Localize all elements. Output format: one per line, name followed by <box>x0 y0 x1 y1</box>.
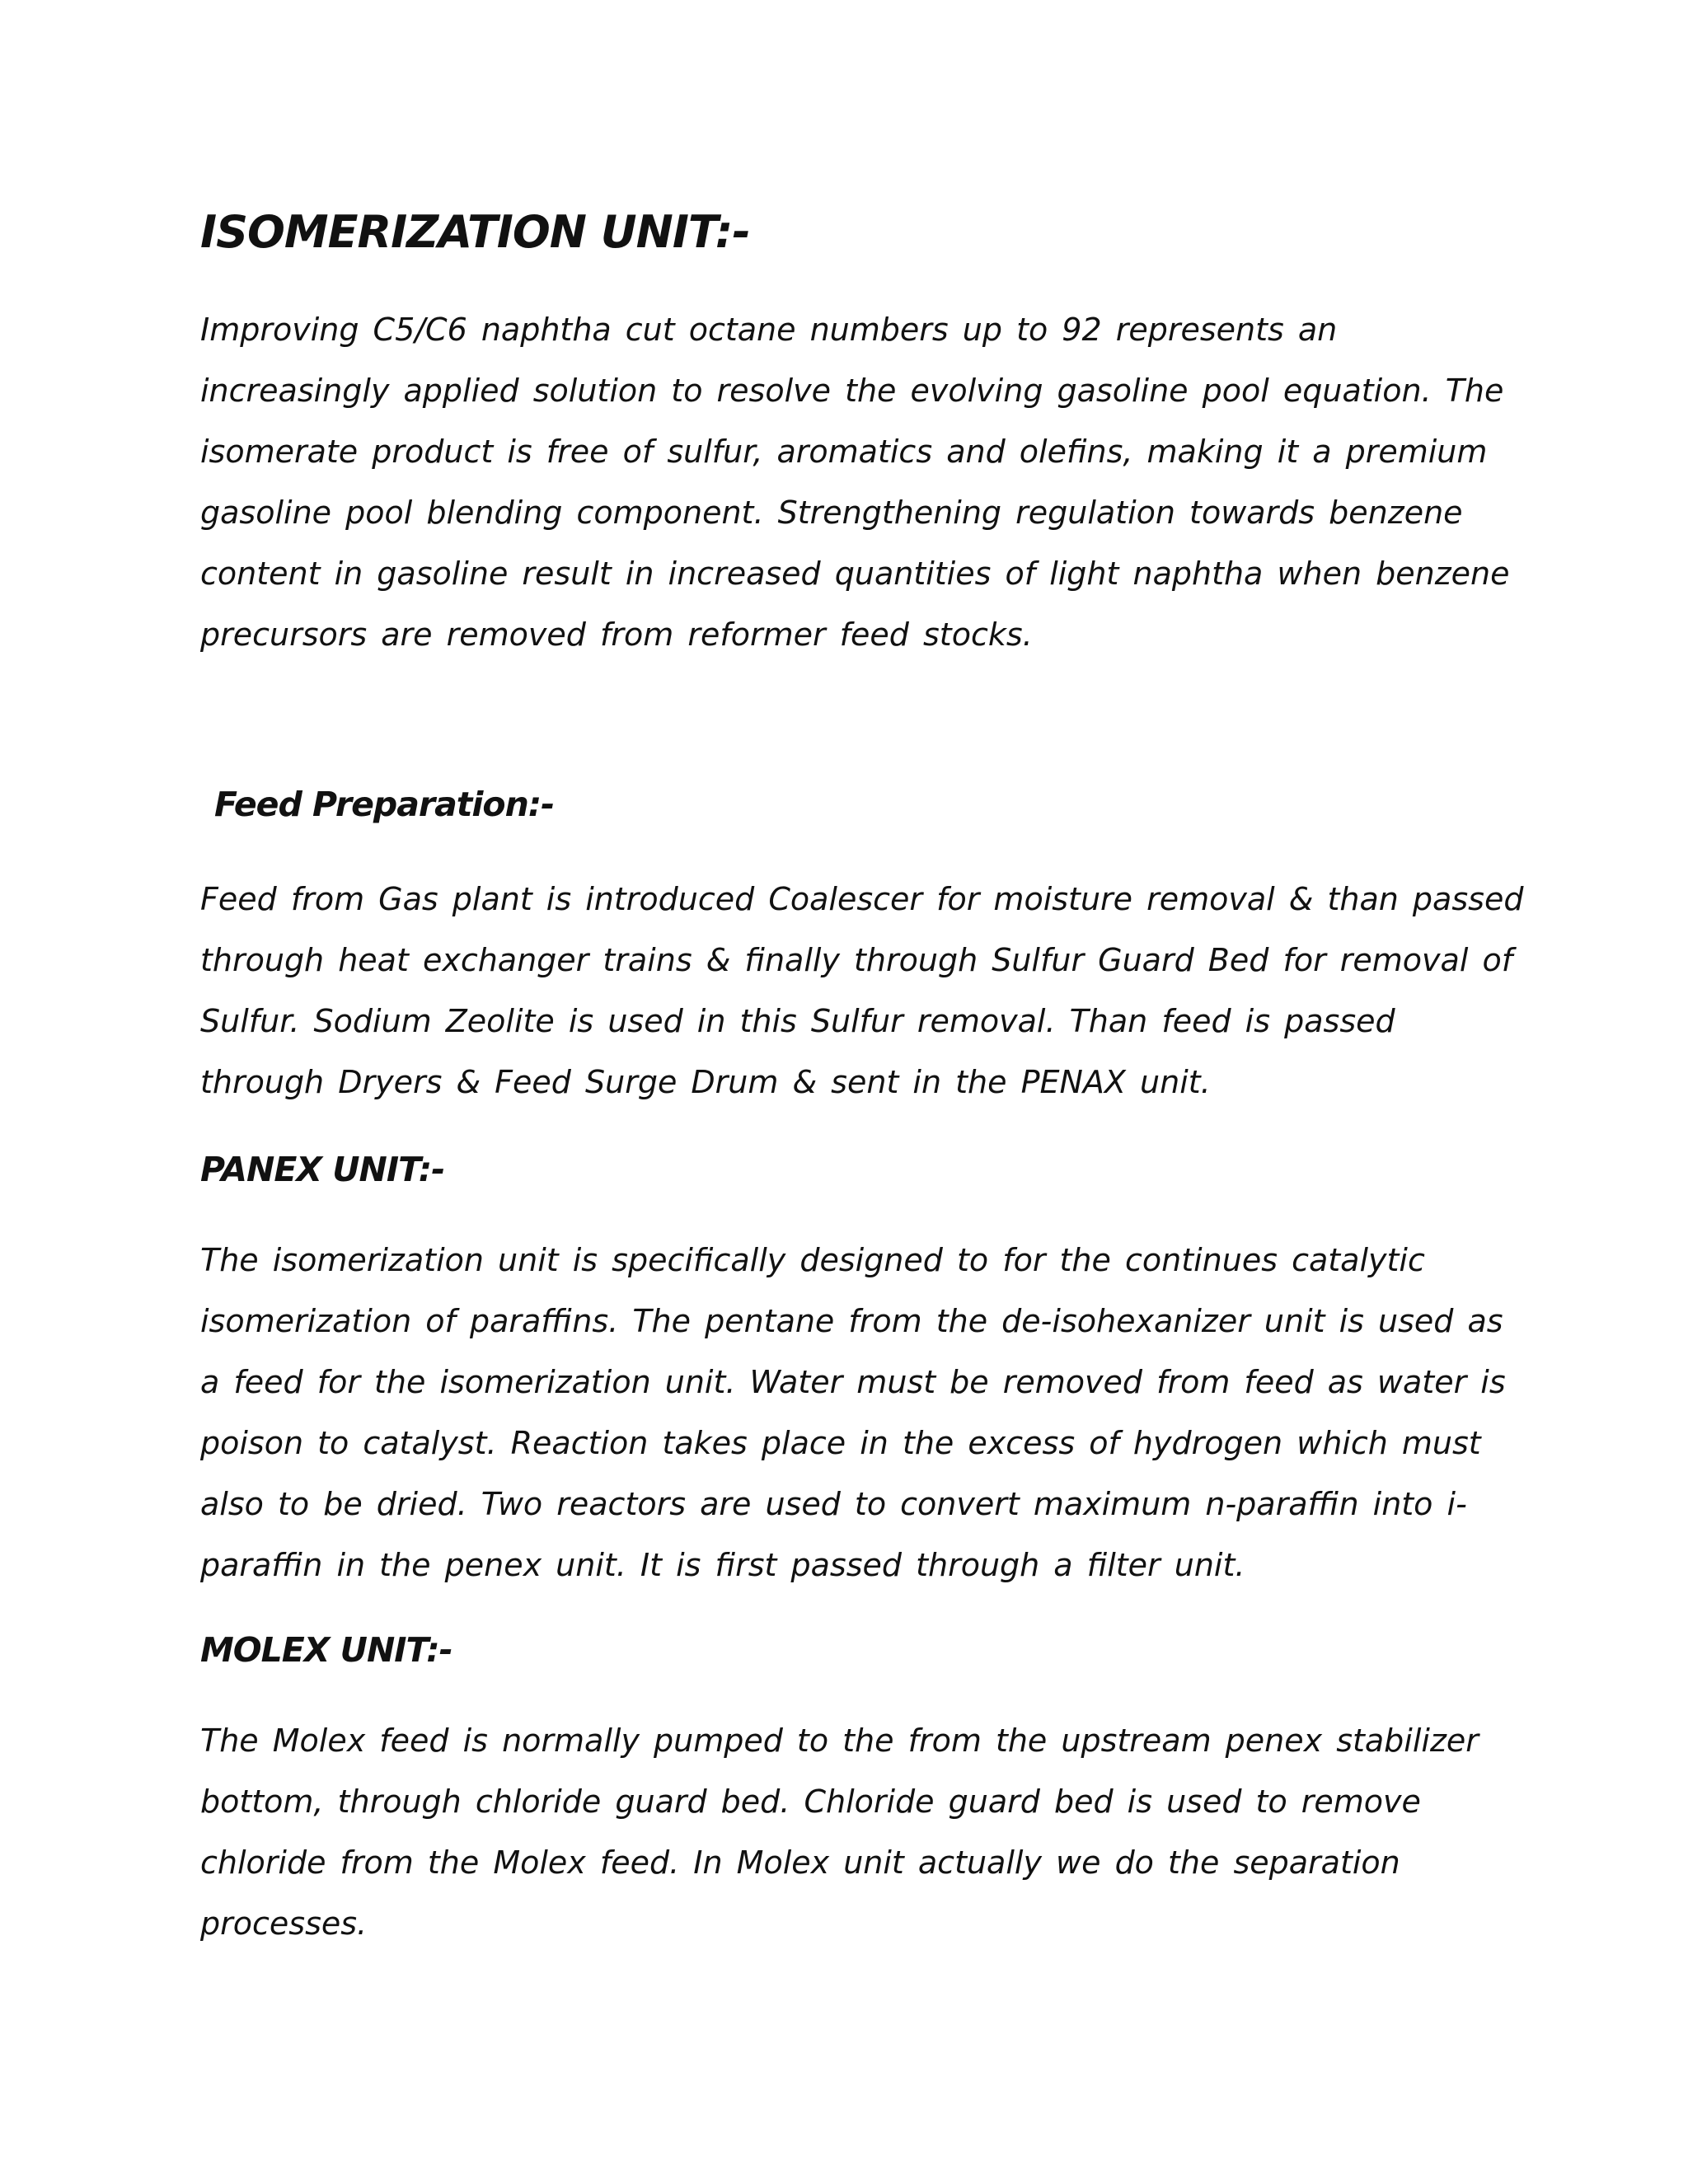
paragraph-line: bottom, through chloride guard bed. Chloride guard bed is used to remove <box>200 1783 1421 1820</box>
paragraph-line: content in gasoline result in increased quantities of light naphtha when benzene <box>200 555 1510 592</box>
paragraph-line: gasoline pool blending component. Strengthening regulation towards benzene <box>200 494 1463 531</box>
feed-preparation-paragraph <box>200 869 1523 1113</box>
paragraph-line: The isomerization unit is specifically designed to for the continues catalytic <box>200 1242 1425 1278</box>
paragraph-line: chloride from the Molex feed. In Molex unit actually we do the separation <box>200 1844 1400 1881</box>
panex-unit-paragraph <box>200 1230 1506 1596</box>
paragraph-line: The Molex feed is normally pumped to the from the upstream penex stabilizer <box>200 1722 1479 1759</box>
paragraph-line: paraffin in the penex unit. It is first passed through a filter unit. <box>200 1547 1245 1583</box>
molex-unit-paragraph <box>200 1710 1479 1954</box>
paragraph-line: Improving C5/C6 naphtha cut octane numbers up to 92 represents an <box>200 312 1338 348</box>
paragraph-line: Sulfur. Sodium Zeolite is used in this Sulfur removal. Than feed is passed <box>200 1003 1395 1039</box>
paragraph-line: Feed from Gas plant is introduced Coalescer for moisture removal & than passed <box>200 881 1524 917</box>
intro-paragraph <box>200 299 1510 665</box>
feed-preparation-heading: Feed Preparation:- <box>214 785 555 824</box>
paragraph-line: also to be dried. Two reactors are used to convert maximum n-paraffin into i- <box>200 1486 1467 1522</box>
document-title: ISOMERIZATION UNIT:- <box>200 206 750 258</box>
molex-unit-heading: MOLEX UNIT:- <box>200 1630 452 1670</box>
panex-unit-heading: PANEX UNIT:- <box>200 1150 445 1189</box>
paragraph-line: increasingly applied solution to resolve the evolving gasoline pool equation. The <box>200 373 1504 409</box>
paragraph-line: isomerization of paraffins. The pentane from the de-isohexanizer unit is used as <box>200 1303 1503 1339</box>
paragraph-line: processes. <box>200 1905 368 1942</box>
paragraph-line: poison to catalyst. Reaction takes place in the excess of hydrogen which must <box>200 1425 1481 1461</box>
paragraph-line: precursors are removed from reformer feed stocks. <box>200 616 1033 653</box>
paragraph-line: through heat exchanger trains & finally through Sulfur Guard Bed for removal of <box>200 942 1513 978</box>
paragraph-line: a feed for the isomerization unit. Water must be removed from feed as water is <box>200 1364 1506 1400</box>
paragraph-line: through Dryers & Feed Surge Drum & sent in the PENAX unit. <box>200 1064 1211 1100</box>
paragraph-line: isomerate product is free of sulfur, aromatics and olefins, making it a premium <box>200 434 1488 470</box>
